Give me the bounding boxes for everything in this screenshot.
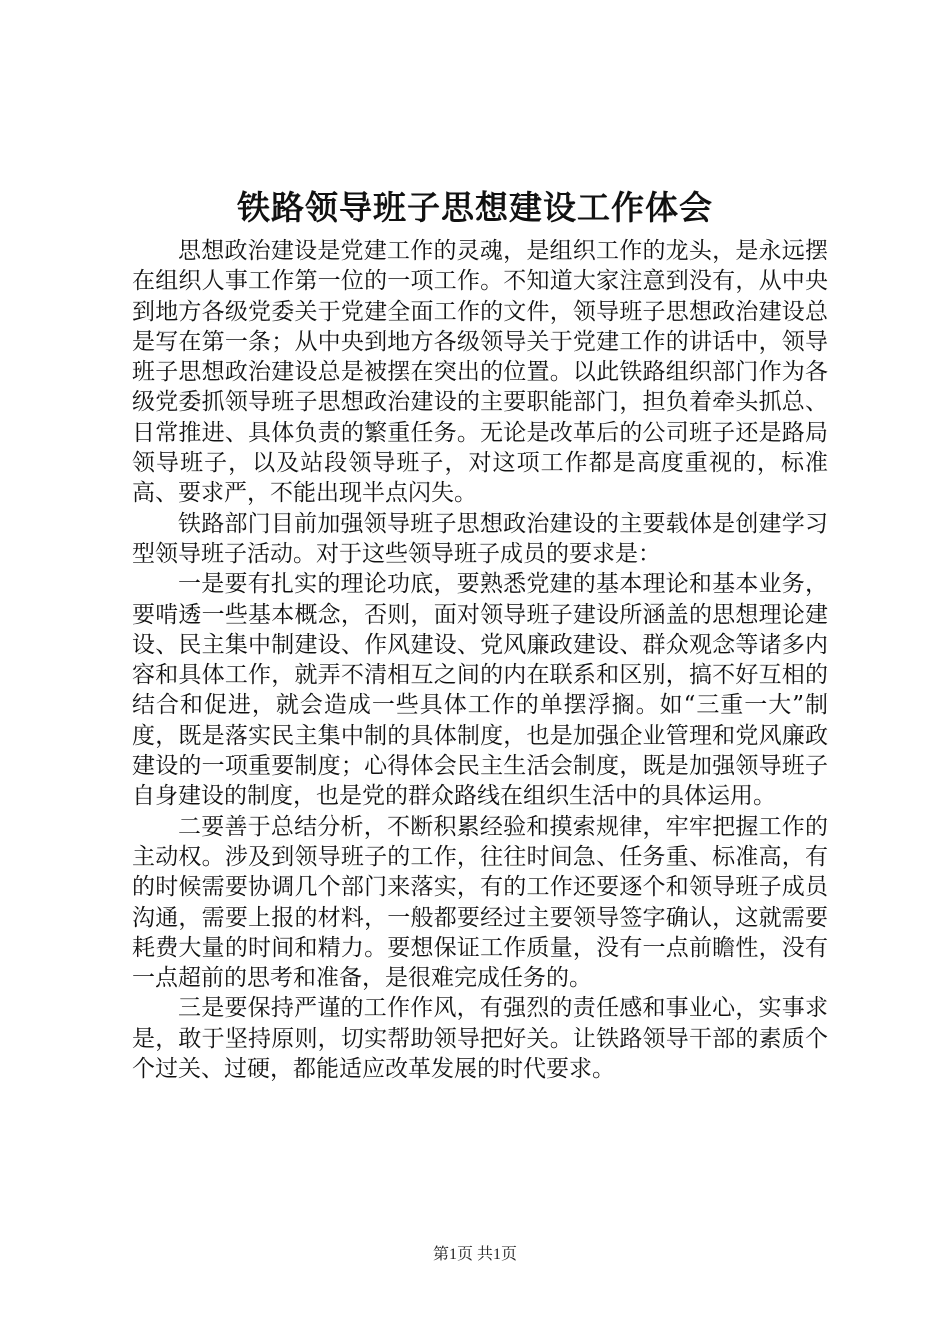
document-title: 铁路领导班子思想建设工作体会	[237, 188, 713, 227]
paragraph-1: 思想政治建设是党建工作的灵魂，是组织工作的龙头，是永远摆在组织人事工作第一位的一项工作。不知道大家注意到没有，从中央到地方各级党委关于党建全面工作的文件，领导班子思想政治建设总是写在第一条；从中央到地方各级领导关于党建工作的讲话中，领导班子思想政治建设总是被摆在突出的位置。以此铁路组织部门作为各级党委抓领导班子思想政治建设的主要职能部门，担负着牵头抓总、日常推进、具体负责的繁重任务。无论是改革后的公司班子还是路局领导班子，以及站段领导班子，对这项工作都是高度重视的，标准高、要求严，不能出现半点闪失。	[132, 238, 828, 507]
paragraph-2: 铁路部门目前加强领导班子思想政治建设的主要载体是创建学习型领导班子活动。对于这些领导班子成员的要求是：	[132, 510, 828, 567]
paragraph-3: 一是要有扎实的理论功底，要熟悉党建的基本理论和基本业务，要啃透一些基本概念，否则，面对领导班子建设所涵盖的思想理论建设、民主集中制建设、作风建设、党风廉政建设、群众观念等诸多内容和具体工作，就弄不清相互之间的内在联系和区别，搞不好互相的结合和促进，就会造成一些具体工作的单摆浮搁。如“三重一大”制度，既是落实民主集中制的具体制度，也是加强企业管理和党风廉政建设的一项重要制度；心得体会民主生活会制度，既是加强领导班子自身建设的制度，也是党的群众路线在组织生活中的具体运用。	[132, 571, 828, 810]
paragraph-5: 三是要保持严谨的工作作风，有强烈的责任感和事业心，实事求是，敢于坚持原则，切实帮助领导把好关。让铁路领导干部的素质个个过关、过硬，都能适应改革发展的时代要求。	[132, 995, 828, 1083]
paragraph-4: 二要善于总结分析，不断积累经验和摸索规律，牢牢把握工作的主动权。涉及到领导班子的工作，往往时间急、任务重、标准高，有的时候需要协调几个部门来落实，有的工作还要逐个和领导班子成员沟通，需要上报的材料，一般都要经过主要领导签字确认，这就需要耗费大量的时间和精力。要想保证工作质量，没有一点前瞻性，没有一点超前的思考和准备，是很难完成任务的。	[132, 813, 828, 992]
page-footer: 第1页 共1页	[432, 1246, 517, 1263]
document-body	[132, 236, 828, 1084]
